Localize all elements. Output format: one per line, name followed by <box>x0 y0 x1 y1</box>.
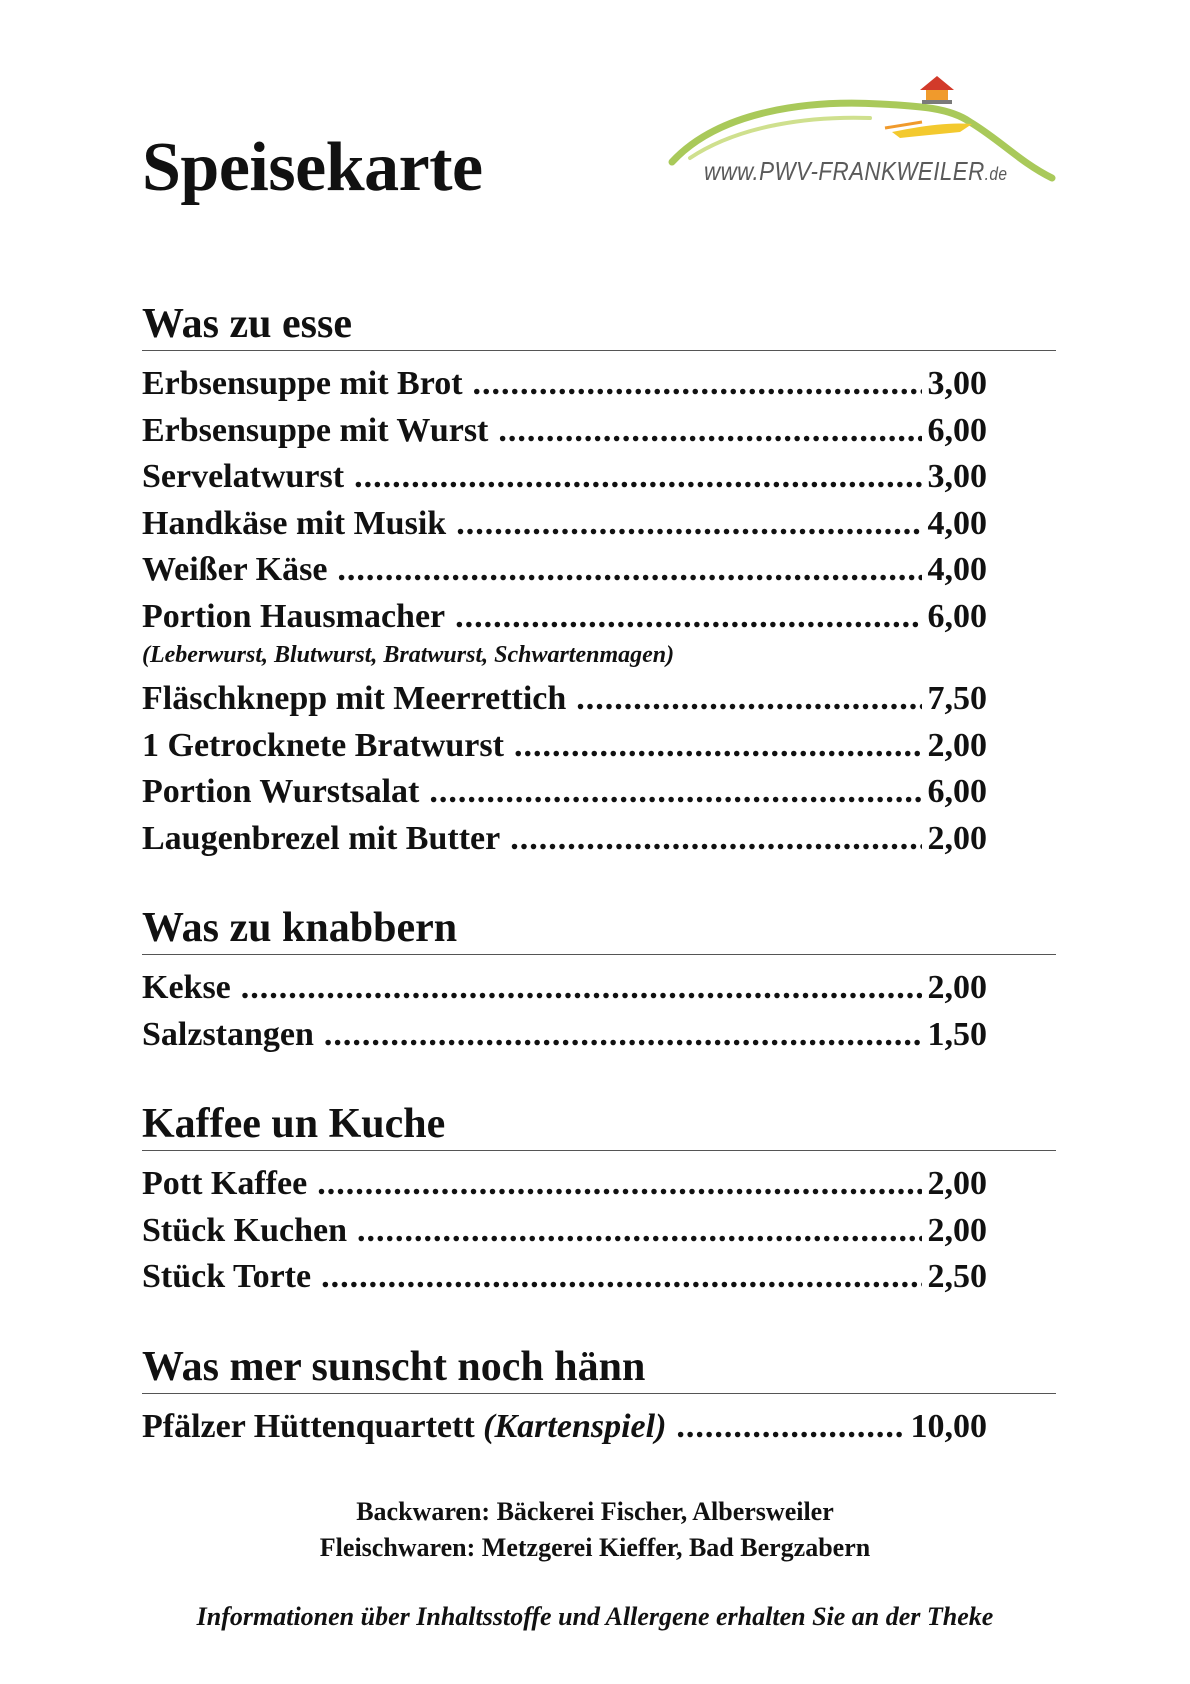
section-snacks <box>142 902 1056 1058</box>
menu-item: 1 Getrocknete Bratwurst ..... 2,00 <box>142 723 987 770</box>
section-food <box>142 298 1056 862</box>
menu-item: Pott Kaffee ..... 2,00 <box>142 1161 987 1208</box>
section-heading: Was zu esse <box>142 298 1056 351</box>
menu-item: Pfälzer Hüttenquartett (Kartenspiel) ..... 10,00 <box>142 1404 987 1451</box>
section-other <box>142 1341 1056 1451</box>
menu-item: Portion Hausmacher ..... 6,00 <box>142 594 987 641</box>
footer-butcher: Fleischwaren: Metzgerei Kieffer, Bad Bergzabern <box>319 1533 871 1562</box>
menu-item: Kekse ..... 2,00 <box>142 965 987 1012</box>
menu-item: Weißer Käse ..... 4,00 <box>142 547 987 594</box>
menu-item: Erbsensuppe mit Wurst ..... 6,00 <box>142 408 987 455</box>
menu-item: Fläschknepp mit Meerrettich ..... 7,50 <box>142 676 987 723</box>
menu-item: Stück Torte ..... 2,50 <box>142 1254 987 1301</box>
menu-item: Stück Kuchen ..... 2,00 <box>142 1208 987 1255</box>
section-heading: Kaffee un Kuche <box>142 1098 1056 1151</box>
menu-item: Laugenbrezel mit Butter ..... 2,00 <box>142 816 987 863</box>
pwv-logo <box>660 70 1060 200</box>
menu-item: Salzstangen ..... 1,50 <box>142 1012 987 1059</box>
menu-item: Erbsensuppe mit Brot ..... 3,00 <box>142 361 987 408</box>
footer-bakery: Backwaren: Bäckerei Fischer, Albersweiler <box>356 1497 834 1526</box>
section-coffee-cake <box>142 1098 1056 1301</box>
logo-url: www.PWV-FRANKWEILER.de <box>704 156 1008 186</box>
logo-house-base <box>922 100 952 104</box>
page-title: Speisekarte <box>142 129 483 206</box>
menu-item: Portion Wurstsalat ..... 6,00 <box>142 769 987 816</box>
menu-item: Handkäse mit Musik ..... 4,00 <box>142 501 987 548</box>
logo-hill-swoosh-light <box>690 118 870 158</box>
menu-item-note: (Leberwurst, Blutwurst, Bratwurst, Schwartenmagen) <box>142 642 675 668</box>
section-heading: Was zu knabbern <box>142 902 1056 955</box>
footer-suppliers <box>0 1494 1190 1566</box>
section-heading: Was mer sunscht noch hänn <box>142 1341 1056 1394</box>
logo-house-roof <box>920 76 954 90</box>
menu-item: Servelatwurst ..... 3,00 <box>142 454 987 501</box>
footer-allergen-info: Informationen über Inhaltsstoffe und Allergene erhalten Sie an der Theke <box>196 1602 994 1631</box>
menu-sections <box>142 298 1056 1490</box>
logo-field-orange <box>885 122 922 128</box>
